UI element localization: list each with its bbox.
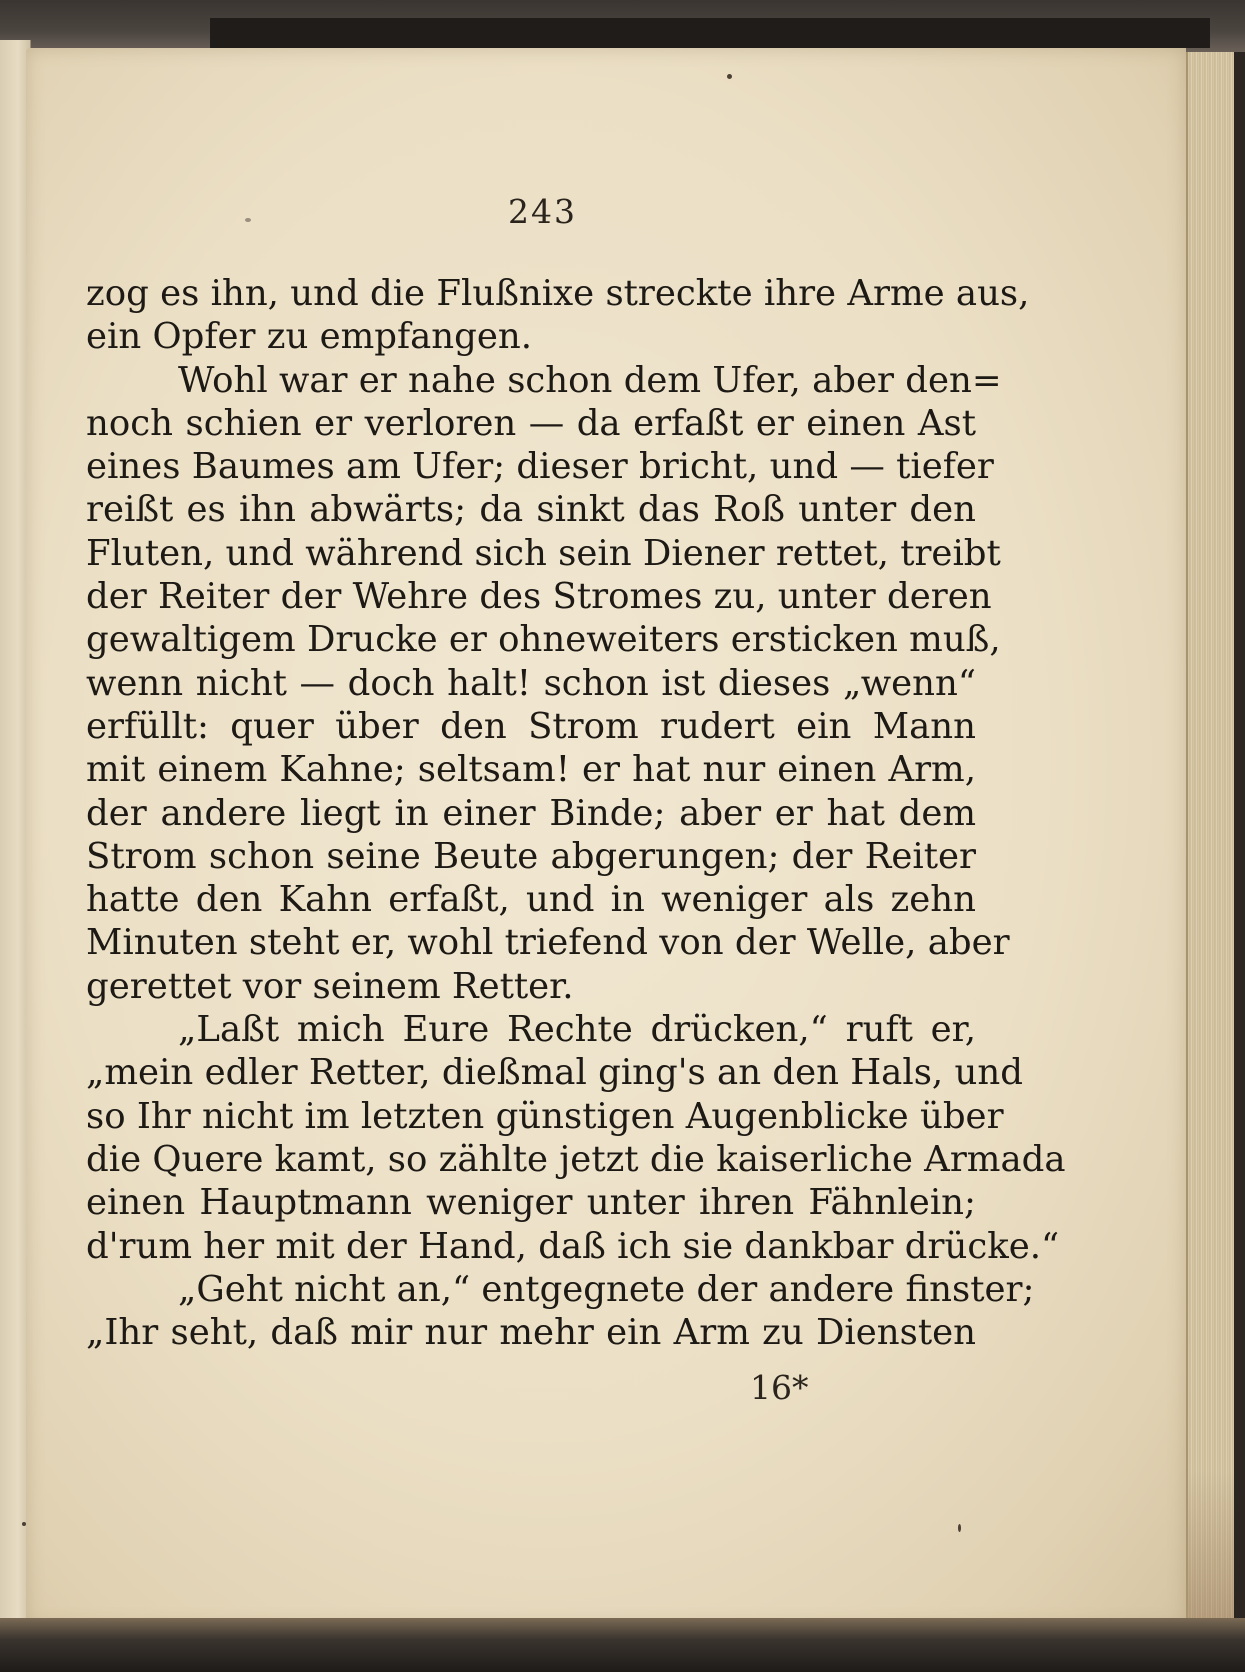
text-line: hatte den Kahn erfaßt, und in weniger als zehn [86, 879, 976, 921]
text-line: „Laßt mich Eure Rechte drücken,“ ruft er, [178, 1009, 976, 1051]
book-cover-bottom [0, 1618, 1245, 1672]
text-line: der andere liegt in einer Binde; aber er hat dem [86, 792, 976, 834]
page-number: 243 [508, 192, 577, 231]
paper-speck [22, 1522, 26, 1526]
text-line: noch schien er verloren — da erfaßt er einen Ast [86, 402, 976, 444]
text-line: reißt es ihn abwärts; da sinkt das Roß unter den [86, 489, 976, 531]
text-line: Strom schon seine Beute abgerungen; der Reiter [86, 835, 976, 877]
text-line: Minuten steht er, wohl triefend von der Welle, aber [86, 922, 1010, 964]
cover-band [210, 18, 1210, 48]
text-line: so Ihr nicht im letzten günstigen Augenblicke über [86, 1095, 1004, 1137]
signature-mark: 16* [750, 1368, 809, 1407]
text-line: gerettet vor seinem Retter. [86, 965, 574, 1007]
page-stack-edge [1186, 52, 1234, 1630]
text-line: ein Opfer zu empfangen. [86, 316, 533, 358]
text-line: „mein edler Retter, dießmal ging's an den Hals, und [86, 1052, 1023, 1094]
text-line: d'rum her mit der Hand, daß ich sie dankbar drücke.“ [86, 1225, 1060, 1267]
text-line: gewaltigem Drucke er ohneweiters ersticken muß, [86, 619, 1001, 661]
text-line: wenn nicht — doch halt! schon ist dieses „wenn“ [86, 662, 976, 704]
text-line: eines Baumes am Ufer; dieser bricht, und — tiefer [86, 446, 994, 488]
paper-speck [958, 1524, 961, 1532]
text-line: Wohl war er nahe schon dem Ufer, aber den= [178, 359, 1002, 401]
book-cover-top [0, 0, 1245, 52]
text-line: zog es ihn, und die Flußnixe streckte ihre Arme aus, [86, 273, 1030, 314]
text-line: Fluten, und während sich sein Diener rettet, treibt [86, 532, 1001, 574]
text-line: mit einem Kahne; seltsam! er hat nur einen Arm, [86, 749, 976, 791]
text-line: „Ihr seht, daß mir nur mehr ein Arm zu Diensten [86, 1312, 976, 1354]
text-line: die Quere kamt, so zählte jetzt die kaiserliche Armada [86, 1138, 1066, 1180]
page-stain [1188, 1470, 1234, 1630]
text-line: einen Hauptmann weniger unter ihren Fähnlein; [86, 1182, 976, 1224]
text-line: „Geht nicht an,“ entgegnete der andere finster; [178, 1268, 1035, 1310]
body-text [86, 272, 1066, 1354]
text-line: erfüllt: quer über den Strom rudert ein Mann [86, 705, 976, 747]
text-line: der Reiter der Wehre des Stromes zu, unter deren [86, 576, 992, 618]
paper-speck [727, 74, 732, 79]
